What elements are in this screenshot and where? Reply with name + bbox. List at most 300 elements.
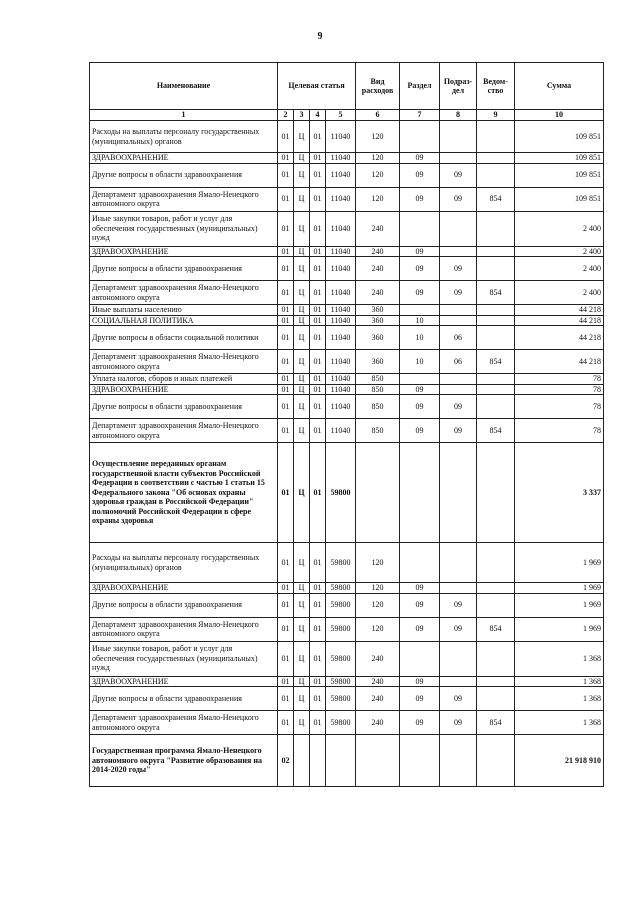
table-row <box>90 593 604 617</box>
subsection-code: 09 <box>440 419 477 443</box>
subsection-code: 09 <box>440 593 477 617</box>
row-name: ЗДРАВООХРАНЕНИЕ <box>90 583 278 594</box>
subsection-code <box>440 641 477 676</box>
target-code-direction: 11040 <box>326 281 356 305</box>
subsection-code: 09 <box>440 257 477 281</box>
table-row <box>90 711 604 735</box>
table-row <box>90 384 604 395</box>
subsection-code: 09 <box>440 711 477 735</box>
target-code-direction: 11040 <box>326 121 356 153</box>
expense-type-code: 120 <box>356 153 400 164</box>
target-code-letter: Ц <box>294 121 310 153</box>
row-name: Другие вопросы в области здравоохранения <box>90 163 278 187</box>
target-code-sub: 01 <box>310 395 326 419</box>
target-code-letter: Ц <box>294 395 310 419</box>
row-sum: 44 218 <box>515 326 604 350</box>
section-code: 10 <box>400 315 440 326</box>
target-code-direction: 59800 <box>326 641 356 676</box>
target-code-letter: Ц <box>294 711 310 735</box>
subsection-code <box>440 153 477 164</box>
table-row <box>90 187 604 211</box>
subsection-code <box>440 315 477 326</box>
row-name: ЗДРАВООХРАНЕНИЕ <box>90 153 278 164</box>
row-sum: 44 218 <box>515 305 604 316</box>
target-code-program: 01 <box>278 187 294 211</box>
target-code-letter: Ц <box>294 163 310 187</box>
target-code-letter: Ц <box>294 153 310 164</box>
target-code-sub: 01 <box>310 443 326 543</box>
department-code <box>477 384 515 395</box>
section-code: 09 <box>400 384 440 395</box>
row-name: Другие вопросы в области здравоохранения <box>90 395 278 419</box>
target-code-sub: 01 <box>310 593 326 617</box>
target-code-program: 01 <box>278 617 294 641</box>
subsection-code <box>440 676 477 687</box>
column-number: 8 <box>440 110 477 121</box>
target-code-direction: 11040 <box>326 350 356 374</box>
section-code <box>400 543 440 583</box>
subsection-code <box>440 735 477 787</box>
target-code-sub: 01 <box>310 676 326 687</box>
target-code-sub: 01 <box>310 153 326 164</box>
table-row <box>90 246 604 257</box>
table-row <box>90 326 604 350</box>
expense-type-code: 240 <box>356 257 400 281</box>
target-code-sub: 01 <box>310 121 326 153</box>
target-code-program: 01 <box>278 281 294 305</box>
target-code-program: 01 <box>278 443 294 543</box>
expense-type-code: 240 <box>356 211 400 246</box>
target-code-program: 01 <box>278 246 294 257</box>
row-sum: 78 <box>515 384 604 395</box>
target-code-program: 01 <box>278 687 294 711</box>
department-code <box>477 211 515 246</box>
target-code-program: 01 <box>278 543 294 583</box>
expense-type-code <box>356 443 400 543</box>
expense-type-code: 850 <box>356 384 400 395</box>
department-code <box>477 395 515 419</box>
section-code <box>400 443 440 543</box>
table-row <box>90 641 604 676</box>
header-exp-type: Вид расходов <box>356 63 400 110</box>
expense-type-code: 240 <box>356 246 400 257</box>
target-code-direction: 11040 <box>326 211 356 246</box>
department-code <box>477 305 515 316</box>
row-name: Иные выплаты населению <box>90 305 278 316</box>
department-code: 854 <box>477 187 515 211</box>
target-code-letter: Ц <box>294 315 310 326</box>
table-row <box>90 257 604 281</box>
expense-type-code: 360 <box>356 326 400 350</box>
target-code-program: 01 <box>278 583 294 594</box>
target-code-letter: Ц <box>294 374 310 385</box>
section-code <box>400 374 440 385</box>
row-sum: 44 218 <box>515 315 604 326</box>
row-sum: 1 368 <box>515 676 604 687</box>
subsection-code <box>440 443 477 543</box>
target-code-sub: 01 <box>310 711 326 735</box>
header-name: Наименование <box>90 63 278 110</box>
section-code: 09 <box>400 163 440 187</box>
subsection-code <box>440 121 477 153</box>
subsection-code: 09 <box>440 163 477 187</box>
expense-type-code: 850 <box>356 395 400 419</box>
target-code-direction: 11040 <box>326 395 356 419</box>
target-code-sub: 01 <box>310 305 326 316</box>
expense-type-code: 360 <box>356 315 400 326</box>
header-target: Целевая статья <box>278 63 356 110</box>
row-name: Другие вопросы в области здравоохранения <box>90 257 278 281</box>
target-code-sub: 01 <box>310 187 326 211</box>
column-number: 6 <box>356 110 400 121</box>
target-code-program: 01 <box>278 593 294 617</box>
table-row <box>90 281 604 305</box>
target-code-direction: 11040 <box>326 326 356 350</box>
expense-type-code: 120 <box>356 121 400 153</box>
row-sum: 44 218 <box>515 350 604 374</box>
target-code-sub: 01 <box>310 315 326 326</box>
department-code <box>477 246 515 257</box>
target-code-letter: Ц <box>294 419 310 443</box>
department-code <box>477 543 515 583</box>
target-code-program: 01 <box>278 153 294 164</box>
section-code: 09 <box>400 687 440 711</box>
table-row <box>90 617 604 641</box>
target-code-letter: Ц <box>294 687 310 711</box>
table-row <box>90 543 604 583</box>
target-code-sub: 01 <box>310 374 326 385</box>
expense-type-code: 240 <box>356 641 400 676</box>
table-row <box>90 735 604 787</box>
subsection-code <box>440 384 477 395</box>
target-code-program: 01 <box>278 211 294 246</box>
expense-type-code: 120 <box>356 187 400 211</box>
table-row <box>90 121 604 153</box>
table-row <box>90 163 604 187</box>
column-number: 10 <box>515 110 604 121</box>
section-code: 09 <box>400 246 440 257</box>
department-code <box>477 374 515 385</box>
expense-type-code: 360 <box>356 305 400 316</box>
column-number: 2 <box>278 110 294 121</box>
row-name: Государственная программа Ямало-Ненецкого автономного округа "Развитие образования на 2014-2020 годы" <box>90 735 278 787</box>
header-section: Раздел <box>400 63 440 110</box>
expense-type-code: 120 <box>356 617 400 641</box>
row-name: Иные закупки товаров, работ и услуг для обеспечения государственных (муниципальных) нужд <box>90 641 278 676</box>
target-code-program: 01 <box>278 374 294 385</box>
target-code-letter: Ц <box>294 281 310 305</box>
department-code <box>477 687 515 711</box>
department-code <box>477 583 515 594</box>
row-name: Департамент здравоохранения Ямало-Ненецкого автономного округа <box>90 419 278 443</box>
target-code-direction: 11040 <box>326 374 356 385</box>
target-code-sub: 01 <box>310 419 326 443</box>
target-code-program: 01 <box>278 711 294 735</box>
target-code-letter: Ц <box>294 641 310 676</box>
section-code: 09 <box>400 593 440 617</box>
column-number: 4 <box>310 110 326 121</box>
row-sum: 1 969 <box>515 617 604 641</box>
table-row <box>90 374 604 385</box>
target-code-direction: 11040 <box>326 419 356 443</box>
expense-type-code <box>356 735 400 787</box>
row-sum: 1 969 <box>515 583 604 594</box>
target-code-letter: Ц <box>294 246 310 257</box>
target-code-direction: 11040 <box>326 153 356 164</box>
table-row <box>90 676 604 687</box>
row-name: Департамент здравоохранения Ямало-Ненецкого автономного округа <box>90 350 278 374</box>
table-row <box>90 305 604 316</box>
subsection-code <box>440 246 477 257</box>
row-sum: 109 851 <box>515 121 604 153</box>
department-code <box>477 315 515 326</box>
table-row <box>90 443 604 543</box>
section-code: 09 <box>400 711 440 735</box>
header-subsection: Подраз-дел <box>440 63 477 110</box>
row-sum: 1 368 <box>515 687 604 711</box>
subsection-code: 06 <box>440 350 477 374</box>
section-code <box>400 305 440 316</box>
target-code-sub: 01 <box>310 281 326 305</box>
target-code-sub: 01 <box>310 543 326 583</box>
row-name: Другие вопросы в области здравоохранения <box>90 687 278 711</box>
target-code-direction: 59800 <box>326 543 356 583</box>
target-code-direction: 59800 <box>326 617 356 641</box>
target-code-letter <box>294 735 310 787</box>
table-header-row <box>90 63 604 110</box>
section-code: 09 <box>400 395 440 419</box>
department-code <box>477 326 515 350</box>
target-code-letter: Ц <box>294 326 310 350</box>
department-code <box>477 593 515 617</box>
target-code-sub: 01 <box>310 246 326 257</box>
subsection-code: 06 <box>440 326 477 350</box>
subsection-code: 09 <box>440 395 477 419</box>
table-body <box>90 121 604 787</box>
target-code-program: 01 <box>278 395 294 419</box>
subsection-code <box>440 211 477 246</box>
target-code-sub: 01 <box>310 211 326 246</box>
department-code: 854 <box>477 617 515 641</box>
target-code-letter: Ц <box>294 305 310 316</box>
department-code: 854 <box>477 419 515 443</box>
subsection-code: 09 <box>440 617 477 641</box>
target-code-program: 01 <box>278 419 294 443</box>
department-code <box>477 676 515 687</box>
row-sum: 2 400 <box>515 211 604 246</box>
target-code-letter: Ц <box>294 384 310 395</box>
table-row <box>90 350 604 374</box>
target-code-program: 01 <box>278 326 294 350</box>
target-code-letter: Ц <box>294 583 310 594</box>
target-code-program: 01 <box>278 315 294 326</box>
target-code-program: 02 <box>278 735 294 787</box>
target-code-sub: 01 <box>310 384 326 395</box>
row-name: ЗДРАВООХРАНЕНИЕ <box>90 384 278 395</box>
row-sum: 1 969 <box>515 593 604 617</box>
expense-type-code: 240 <box>356 281 400 305</box>
target-code-program: 01 <box>278 384 294 395</box>
target-code-letter: Ц <box>294 443 310 543</box>
section-code: 09 <box>400 583 440 594</box>
subsection-code: 09 <box>440 281 477 305</box>
row-name: ЗДРАВООХРАНЕНИЕ <box>90 246 278 257</box>
target-code-direction: 59800 <box>326 687 356 711</box>
target-code-direction: 59800 <box>326 443 356 543</box>
target-code-direction: 59800 <box>326 583 356 594</box>
row-name: ЗДРАВООХРАНЕНИЕ <box>90 676 278 687</box>
row-name: Департамент здравоохранения Ямало-Ненецкого автономного округа <box>90 711 278 735</box>
department-code <box>477 735 515 787</box>
target-code-direction: 59800 <box>326 711 356 735</box>
target-code-letter: Ц <box>294 593 310 617</box>
section-code <box>400 735 440 787</box>
subsection-code <box>440 543 477 583</box>
target-code-direction: 11040 <box>326 163 356 187</box>
expense-type-code: 120 <box>356 583 400 594</box>
expense-type-code: 850 <box>356 419 400 443</box>
target-code-sub: 01 <box>310 257 326 281</box>
target-code-letter: Ц <box>294 257 310 281</box>
target-code-program: 01 <box>278 641 294 676</box>
expense-type-code: 240 <box>356 711 400 735</box>
column-number: 1 <box>90 110 278 121</box>
target-code-letter: Ц <box>294 211 310 246</box>
target-code-sub: 01 <box>310 583 326 594</box>
target-code-sub: 01 <box>310 326 326 350</box>
expense-type-code: 240 <box>356 676 400 687</box>
target-code-program: 01 <box>278 676 294 687</box>
row-sum: 109 851 <box>515 187 604 211</box>
table-row <box>90 211 604 246</box>
department-code <box>477 443 515 543</box>
header-sum: Сумма <box>515 63 604 110</box>
department-code: 854 <box>477 350 515 374</box>
row-name: Департамент здравоохранения Ямало-Ненецкого автономного округа <box>90 281 278 305</box>
row-sum: 1 969 <box>515 543 604 583</box>
table-row <box>90 153 604 164</box>
column-number: 3 <box>294 110 310 121</box>
target-code-sub: 01 <box>310 641 326 676</box>
target-code-program: 01 <box>278 121 294 153</box>
row-sum: 1 368 <box>515 641 604 676</box>
section-code: 09 <box>400 281 440 305</box>
row-sum: 109 851 <box>515 163 604 187</box>
target-code-direction: 59800 <box>326 593 356 617</box>
target-code-direction: 11040 <box>326 187 356 211</box>
section-code <box>400 121 440 153</box>
expense-type-code: 120 <box>356 163 400 187</box>
department-code: 854 <box>477 711 515 735</box>
section-code: 10 <box>400 350 440 374</box>
row-sum: 2 400 <box>515 281 604 305</box>
department-code <box>477 121 515 153</box>
row-sum: 21 918 910 <box>515 735 604 787</box>
table-row <box>90 687 604 711</box>
row-name: Другие вопросы в области здравоохранения <box>90 593 278 617</box>
row-name: Иные закупки товаров, работ и услуг для обеспечения государственных (муниципальных) нужд <box>90 211 278 246</box>
row-sum: 78 <box>515 395 604 419</box>
section-code: 09 <box>400 676 440 687</box>
target-code-direction: 11040 <box>326 384 356 395</box>
target-code-program: 01 <box>278 257 294 281</box>
column-number-row <box>90 110 604 121</box>
target-code-letter: Ц <box>294 676 310 687</box>
department-code: 854 <box>477 281 515 305</box>
table-row <box>90 583 604 594</box>
target-code-sub: 01 <box>310 687 326 711</box>
subsection-code: 09 <box>440 687 477 711</box>
target-code-direction: 59800 <box>326 676 356 687</box>
header-department: Ведом-ство <box>477 63 515 110</box>
section-code <box>400 641 440 676</box>
expense-type-code: 120 <box>356 593 400 617</box>
target-code-sub: 01 <box>310 163 326 187</box>
table-row <box>90 419 604 443</box>
row-sum: 1 368 <box>515 711 604 735</box>
expense-type-code: 360 <box>356 350 400 374</box>
subsection-code <box>440 305 477 316</box>
section-code: 09 <box>400 153 440 164</box>
section-code: 09 <box>400 187 440 211</box>
row-sum: 109 851 <box>515 153 604 164</box>
expense-type-code: 120 <box>356 543 400 583</box>
section-code: 10 <box>400 326 440 350</box>
target-code-sub: 01 <box>310 617 326 641</box>
row-name: СОЦИАЛЬНАЯ ПОЛИТИКА <box>90 315 278 326</box>
target-code-direction: 11040 <box>326 305 356 316</box>
section-code <box>400 211 440 246</box>
table-row <box>90 395 604 419</box>
row-name: Осуществление переданных органам государственной власти субъектов Российской Федерации в соответствии с частью 1 статьи 15 Федерального закона "Об основах охраны здоровья граждан в Российской Федерации" полномочий Российской Федерации в сфере охраны здоровья <box>90 443 278 543</box>
row-sum: 2 400 <box>515 246 604 257</box>
row-name: Другие вопросы в области социальной политики <box>90 326 278 350</box>
row-sum: 78 <box>515 374 604 385</box>
subsection-code <box>440 583 477 594</box>
expense-type-code: 850 <box>356 374 400 385</box>
target-code-letter: Ц <box>294 187 310 211</box>
target-code-program: 01 <box>278 163 294 187</box>
page-number: 9 <box>317 31 323 42</box>
target-code-direction: 11040 <box>326 257 356 281</box>
department-code <box>477 163 515 187</box>
row-name: Расходы на выплаты персоналу государственных (муниципальных) органов <box>90 121 278 153</box>
target-code-sub <box>310 735 326 787</box>
section-code: 09 <box>400 617 440 641</box>
row-name: Уплата налогов, сборов и иных платежей <box>90 374 278 385</box>
subsection-code <box>440 374 477 385</box>
target-code-direction <box>326 735 356 787</box>
column-number: 9 <box>477 110 515 121</box>
row-sum: 3 337 <box>515 443 604 543</box>
target-code-program: 01 <box>278 305 294 316</box>
column-number: 7 <box>400 110 440 121</box>
target-code-direction: 11040 <box>326 315 356 326</box>
budget-table <box>89 62 604 787</box>
section-code: 09 <box>400 419 440 443</box>
department-code <box>477 257 515 281</box>
row-name: Расходы на выплаты персоналу государственных (муниципальных) органов <box>90 543 278 583</box>
subsection-code: 09 <box>440 187 477 211</box>
target-code-sub: 01 <box>310 350 326 374</box>
row-sum: 78 <box>515 419 604 443</box>
expense-type-code: 240 <box>356 687 400 711</box>
target-code-letter: Ц <box>294 617 310 641</box>
target-code-letter: Ц <box>294 350 310 374</box>
table-row <box>90 315 604 326</box>
department-code <box>477 641 515 676</box>
row-name: Департамент здравоохранения Ямало-Ненецкого автономного округа <box>90 617 278 641</box>
